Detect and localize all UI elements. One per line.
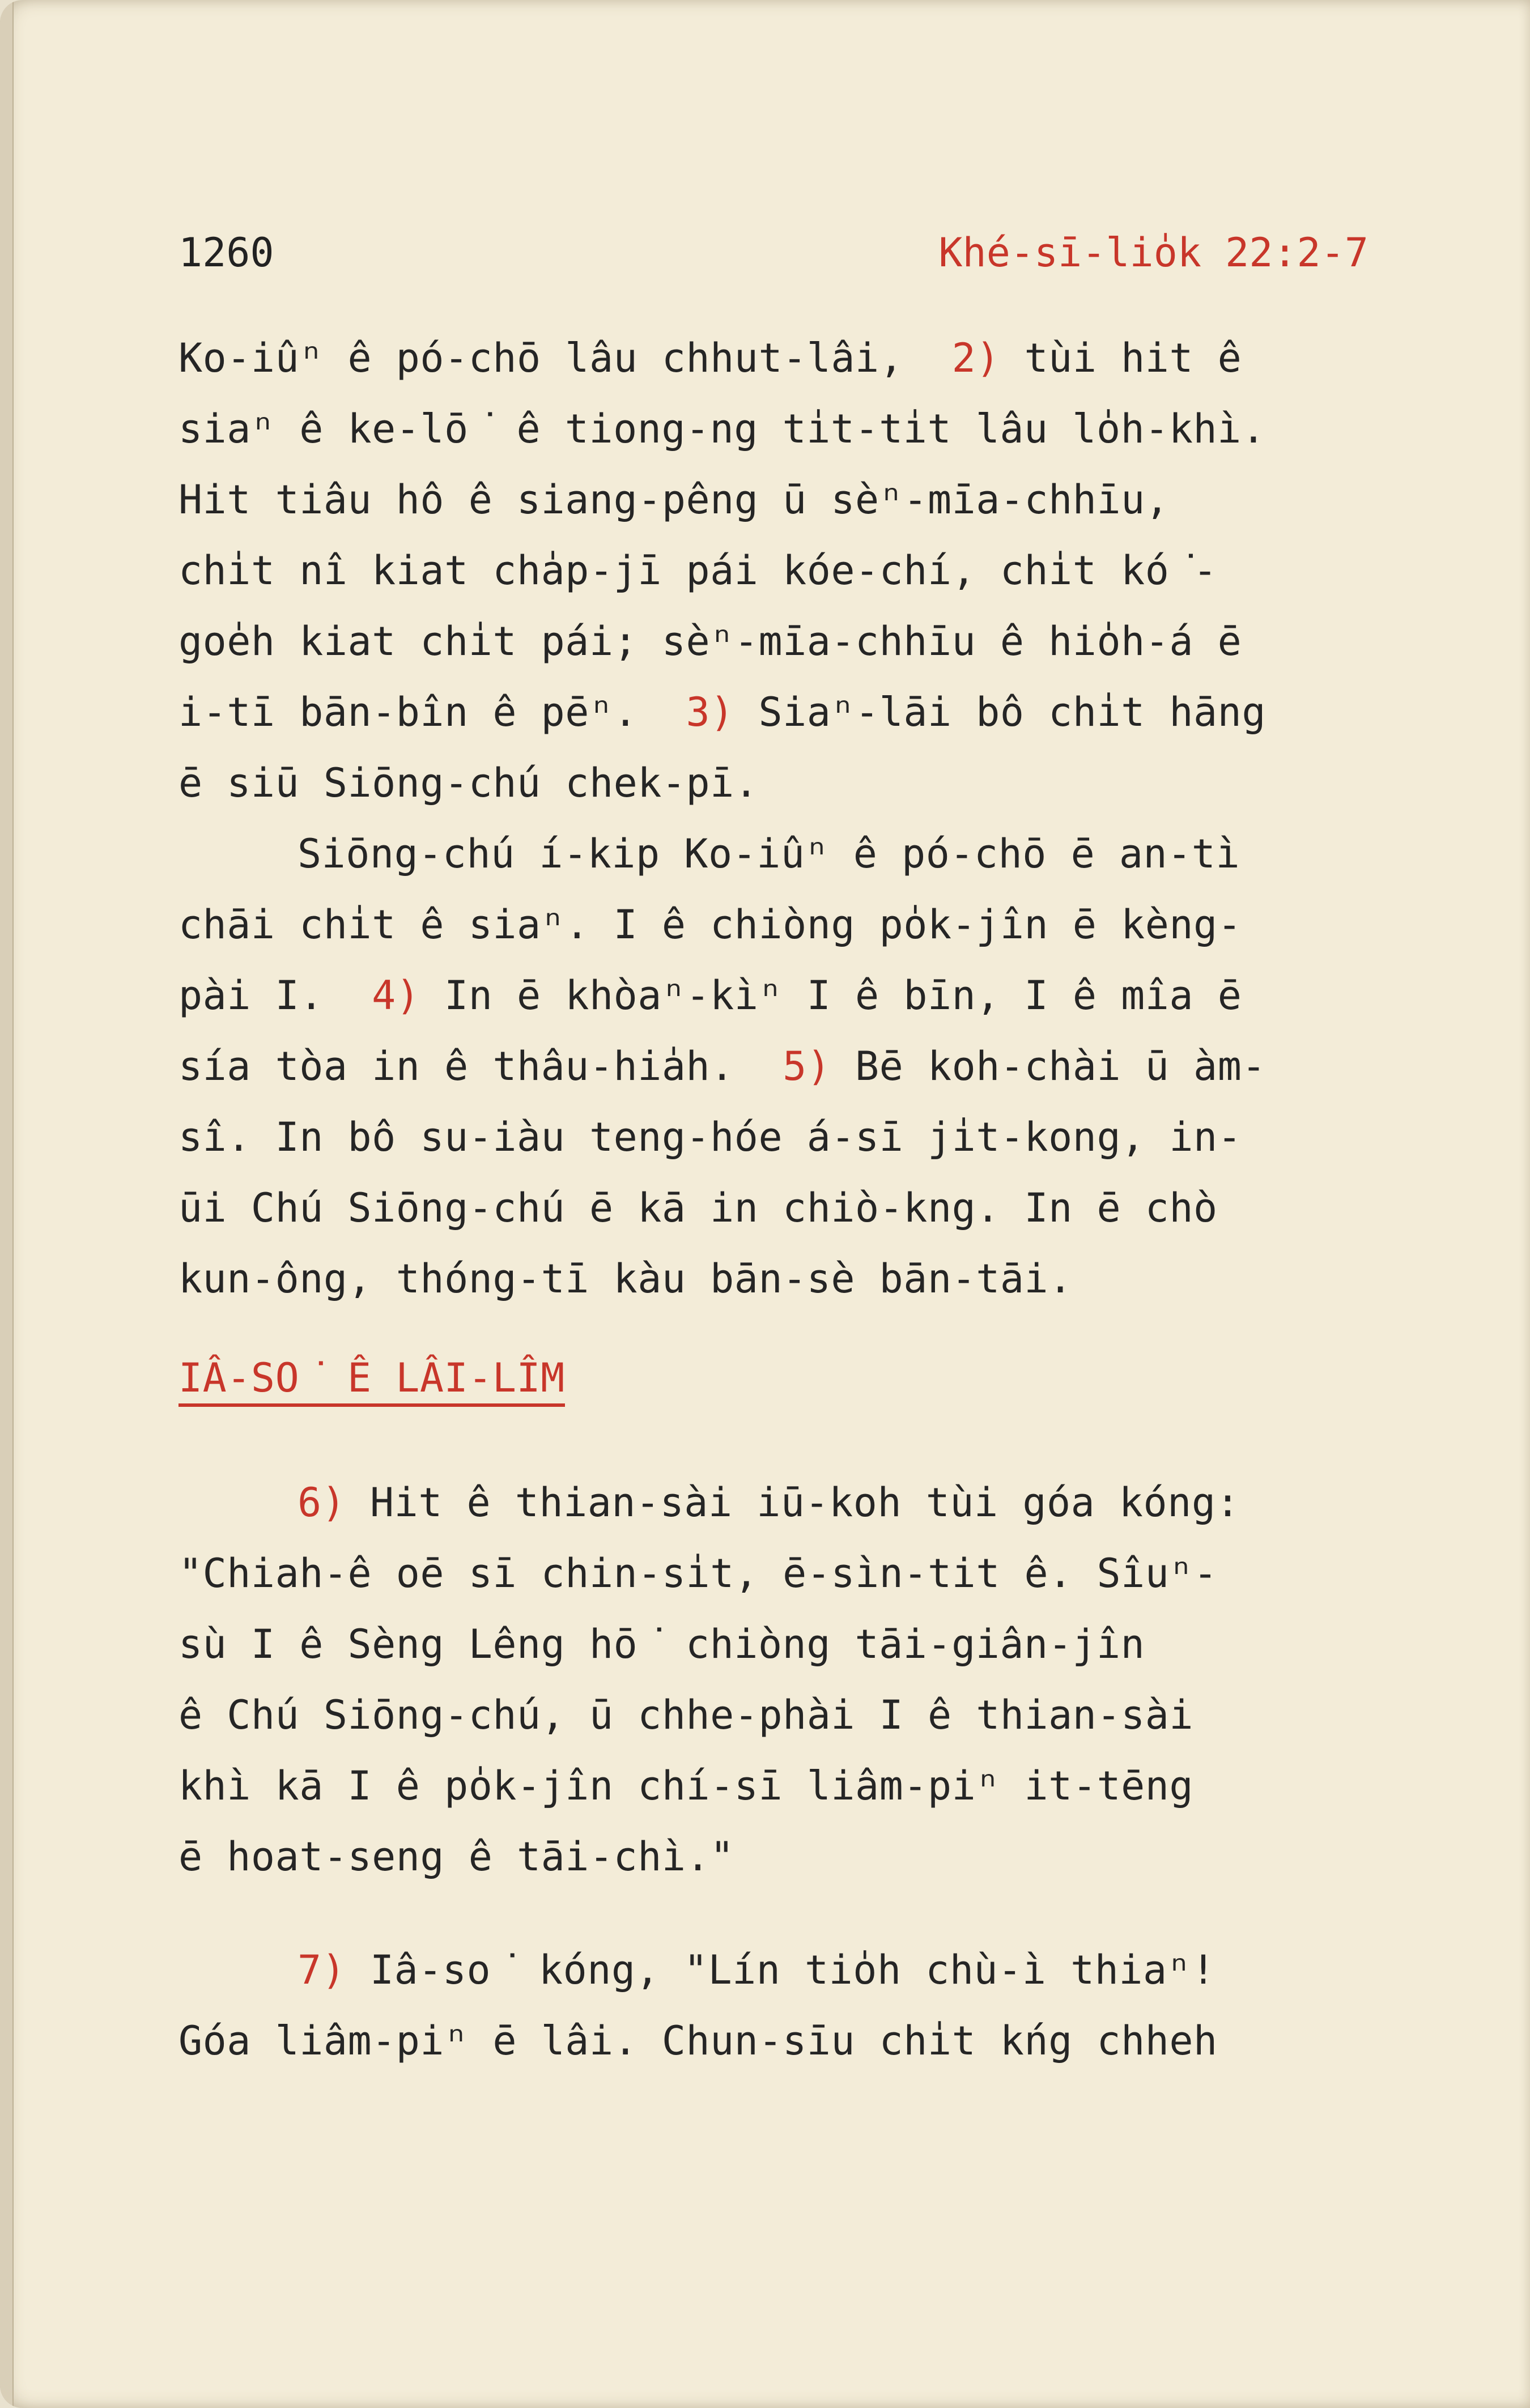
verse-number: 7) — [298, 1947, 346, 1993]
text-line: ê Chú Siōng-chú, ū chhe-phài I ê thian-sài — [178, 1692, 1194, 1738]
page-edge — [0, 0, 14, 2408]
text-line: chi̍t nî kiat cha̍p-jī pái kóe-chí, chi̍t kó͘- — [178, 547, 1218, 594]
text-line: siaⁿ ê ke-lō͘ ê tiong-ng ti̍t-ti̍t lâu lo̍h-khì. — [178, 406, 1266, 452]
text-line: khì kā I ê po̍k-jîn chí-sī liâm-piⁿ it-tēng — [178, 1763, 1194, 1809]
running-head: Khé-sī-lio̍k 22:2-7 — [938, 229, 1368, 276]
body-text — [178, 323, 1465, 2077]
page-header — [178, 229, 1368, 292]
section-heading-line — [178, 1343, 1465, 1414]
text-line: 6) Hit ê thian-sài iū-koh tùi góa kóng: — [298, 1479, 1240, 1526]
verse-number: 2) — [951, 335, 1000, 381]
section-heading: IÂ-SO͘ Ê LÂI-LÎM — [178, 1355, 565, 1407]
text-line: ē hoat-seng ê tāi-chì." — [178, 1833, 734, 1880]
text-line: i-tī bān-bîn ê pēⁿ. 3) Siaⁿ-lāi bô chi̍t hāng — [178, 689, 1266, 735]
text-line: ē siū Siōng-chú chek-pī. — [178, 760, 759, 806]
text-line: 7) Iâ-so͘ kóng, "Lín tio̍h chù-ì thiaⁿ! — [298, 1947, 1216, 1993]
text-line: Hit tiâu hô ê siang-pêng ū sèⁿ-mīa-chhīu, — [178, 477, 1170, 523]
text-line: pài I. 4) In ē khòaⁿ-kìⁿ I ê bīn, I ê mîa ē — [178, 972, 1242, 1019]
paragraph-gap — [178, 1892, 1465, 1935]
verse-number: 5) — [783, 1043, 831, 1090]
text-line: sî. In bô su-iàu teng-hóe á-sī ji̍t-kong, in- — [178, 1114, 1242, 1160]
page-number: 1260 — [178, 229, 274, 276]
text-line: Ko-iûⁿ ê pó-chō lâu chhut-lâi, 2) tùi hit ê — [178, 335, 1242, 381]
text-line: Góa liâm-piⁿ ē lâi. Chun-sīu chi̍t kńg chheh — [178, 2018, 1218, 2064]
text-line: goe̍h kiat chi̍t pái; sèⁿ-mīa-chhīu ê hio̍h-á ē — [178, 618, 1242, 665]
text-line: sía tòa in ê thâu-hia̍h. 5) Bē koh-chài ū àm- — [178, 1043, 1266, 1090]
text-line: Siōng-chú í-kip Ko-iûⁿ ê pó-chō ē an-tì — [298, 831, 1240, 877]
text-line: chāi chi̍t ê siaⁿ. I ê chiòng po̍k-jîn ē kèng- — [178, 901, 1242, 948]
text-line: kun-ông, thóng-tī kàu bān-sè bān-tāi. — [178, 1256, 1073, 1302]
verse-number: 6) — [298, 1479, 346, 1526]
verse-number: 3) — [686, 689, 734, 735]
text-line: sù I ê Sèng Lêng hō͘ chiòng tāi-giân-jîn — [178, 1621, 1145, 1667]
text-line: "Chiah-ê oē sī chin-si̍t, ē-sìn-tit ê. Sîuⁿ- — [178, 1550, 1218, 1597]
verse-number: 4) — [372, 972, 420, 1019]
text-line: ūi Chú Siōng-chú ē kā in chiò-kng. In ē chò — [178, 1185, 1218, 1231]
